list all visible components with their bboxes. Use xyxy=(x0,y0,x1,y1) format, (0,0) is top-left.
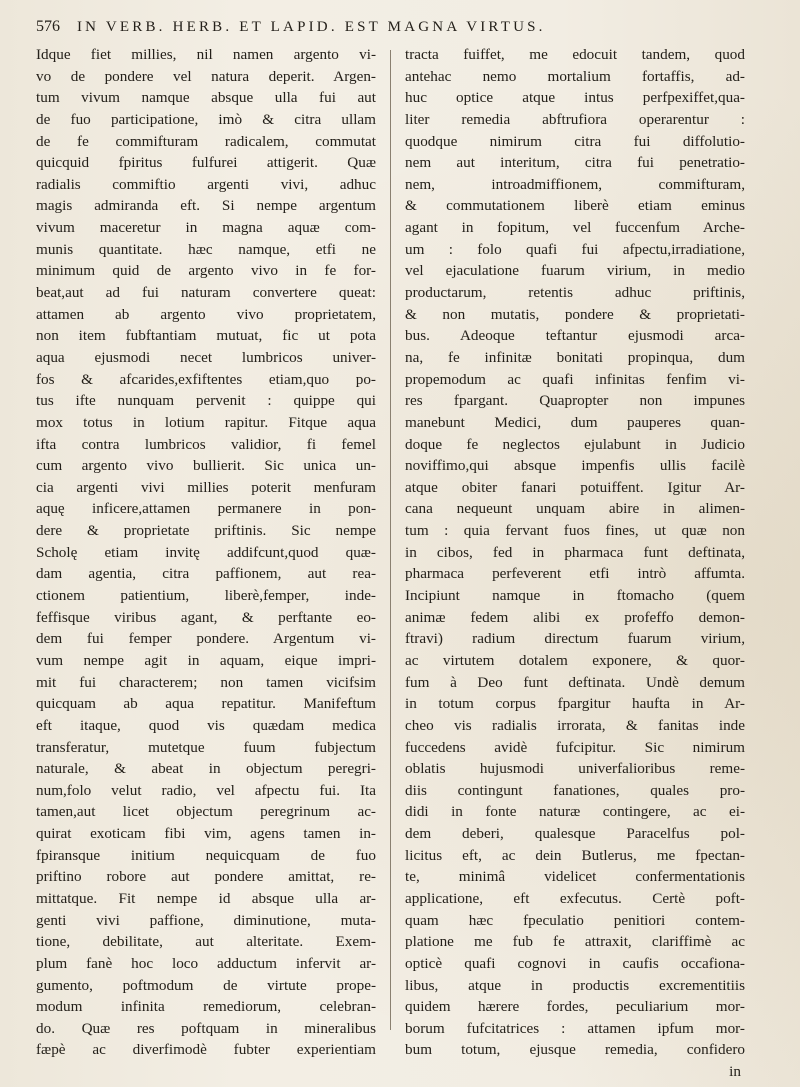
text-line: Scholę etiam invitę addifcunt,quod quæ- xyxy=(36,543,376,561)
text-line: genti vivi paffione, diminutione, muta- xyxy=(36,911,376,929)
running-title: IN VERB. HERB. ET LAPID. EST MAGNA VIRTUS. xyxy=(76,19,546,35)
text-line: aquę inficere,attamen permanere in pon- xyxy=(36,500,376,518)
text-line: dere & proprietate priftinis. Sic nempe xyxy=(36,522,376,540)
text-line: gumento, poftmodum de virtute prope- xyxy=(36,976,376,994)
text-line: quicquam ab aqua repatitur. Manifeftum xyxy=(36,695,376,713)
text-line: mittatque. Fit nempe id absque ulla ar- xyxy=(36,889,376,907)
text-line: quicquid fpiritus fulfurei attigerit. Quæ xyxy=(36,154,376,172)
text-line: quirat exoticam fibi vim, agens tamen in- xyxy=(36,825,376,843)
text-line: num,folo velut radio, vel afpectu fui. Ita xyxy=(36,781,376,799)
text-line: vivum maceretur in magna aquæ com- xyxy=(36,219,376,237)
text-line: fuccedens avidè fufcipitur. Sic nimirum xyxy=(405,738,745,756)
text-line: diis contingunt fanationes, quales pro- xyxy=(405,781,745,799)
text-line: vel ejaculatione fuarum virium, in medio xyxy=(405,262,745,280)
text-line: borum fufcitatrices : attamen ipfum mor- xyxy=(405,1019,745,1037)
text-line: fum à Deo funt deftinata. Undè demum xyxy=(405,673,745,691)
text-line: ac virtutem dotalem exponere, & quor- xyxy=(405,651,745,669)
text-line: radialis commiftio argenti vivi, adhuc xyxy=(36,175,376,193)
text-line: productarum, retentis adhuc priftinis, xyxy=(405,284,745,302)
text-line: atque obiter fanari potuiffent. Igitur Ar- xyxy=(405,478,745,496)
text-line: naturale, & abeat in objectum peregri- xyxy=(36,760,376,778)
text-line: Idque fiet millies, nil namen argento vi- xyxy=(36,46,376,63)
left-column xyxy=(36,44,376,1061)
text-line: de fuo participatione, imò & citra ullam xyxy=(36,110,376,128)
text-line: um : folo quafi fui afpectu,irradiatione, xyxy=(405,240,745,258)
text-line: mit fui characterem; non tamen vicifsim xyxy=(36,673,376,691)
text-line: & non mutatis, pondere & proprietati- xyxy=(405,305,745,323)
page-number: 576 xyxy=(36,18,60,35)
text-line: dem deberi, qualesque Paracelfus pol- xyxy=(405,825,745,843)
text-line: mox totus in lotium rapitur. Fitque aqua xyxy=(36,413,376,431)
text-line: agant in fopitum, vel fuccenfum Arche- xyxy=(405,219,745,237)
text-line: noviffimo,qui absque impenfis ullis facilè xyxy=(405,457,745,475)
text-line: cia argenti vivi millies poterit menfuram xyxy=(36,478,376,496)
text-line: tum vivum namque absque ulla fui aut xyxy=(36,89,376,107)
text-line: vum nempe agit in aquam, eique impri- xyxy=(36,651,376,669)
text-line: cum argento vivo bullierit. Sic unica un- xyxy=(36,457,376,475)
text-line: do. Quæ res poftquam in mineralibus xyxy=(36,1019,376,1037)
text-line: propemodum ac quafi infinitas fenfim vi- xyxy=(405,370,745,388)
text-line: modum infinita remediorum, celebran- xyxy=(36,998,376,1016)
text-line: applicatione, eft exfecutus. Certè poft- xyxy=(405,889,745,907)
text-line: magis admiranda eft. Si nempe argentum xyxy=(36,197,376,215)
text-line: pharmaca perfeverent etfi intrò affumta. xyxy=(405,565,745,583)
text-line: huc optice atque intus perfpexiffet,qua- xyxy=(405,89,745,107)
text-line: libus, atque in productis excrementitiis xyxy=(405,976,745,994)
right-column xyxy=(405,44,745,1083)
text-line: manebunt Medici, dum pauperes quan- xyxy=(405,413,745,431)
text-line: cheo vis radialis irrorata, & fanitas inde xyxy=(405,716,745,734)
text-line: nem aut interitum, citra fui penetratio- xyxy=(405,154,745,172)
text-line: de fe commifturam radicalem, commutat xyxy=(36,132,376,150)
text-line: tus ifte nunquam pervenit : quippe qui xyxy=(36,392,376,410)
text-line: ftravi) radium directum fuarum virium, xyxy=(405,630,745,648)
text-line: didi in fonte naturæ contingere, ac ei- xyxy=(405,803,745,821)
text-line: & commutationem liberè etiam eminus xyxy=(405,197,745,215)
text-line: in xyxy=(729,1063,741,1081)
text-line: fos & afcarides,exfiftentes etiam,quo po- xyxy=(36,370,376,388)
text-line: te, minimâ videlicet confermentationis xyxy=(405,868,745,886)
text-line: tamen,aut licet objectum peregrinum ac- xyxy=(36,803,376,821)
text-line: na, fe infinitæ bonitati propinqua, dum xyxy=(405,348,745,366)
text-line: tum : quia fervant fuos fines, ut quæ non xyxy=(405,522,745,540)
text-line: animæ fedem alibi ex profeffo demon- xyxy=(405,608,745,626)
page-header xyxy=(36,18,776,44)
text-line: platione me fub fe attraxit, clariffimè ac xyxy=(405,933,745,951)
text-line: dem fui femper pondere. Argentum vi- xyxy=(36,630,376,648)
text-line: bus. Adeoque teftantur ejusmodi arca- xyxy=(405,327,745,345)
text-line: ifta contra lumbricos validior, fi femel xyxy=(36,435,376,453)
text-line: aqua ejusmodi necet lumbricos univer- xyxy=(36,348,376,366)
column-divider xyxy=(390,50,391,1030)
text-line: opticè quafi cognovi in caufis occafiona- xyxy=(405,954,745,972)
text-line: doque fe neglectos ejulabunt in Judicio xyxy=(405,435,745,453)
text-line: attamen ab argento vivo proprietatem, xyxy=(36,305,376,323)
text-line: priftino robore aut pondere amittat, re- xyxy=(36,868,376,886)
text-line: bum totum, ejusque remedia, confidero xyxy=(405,1041,745,1059)
text-line: in totum corpus fpargitur haufta in Ar- xyxy=(405,695,745,713)
text-line: feffisque viribus agant, & perftante eo- xyxy=(36,608,376,626)
text-line: vo de pondere vel natura deperit. Argen- xyxy=(36,67,376,85)
text-line: eft itaque, quod vis quædam medica xyxy=(36,716,376,734)
text-line: res fpargant. Quapropter non impunes xyxy=(405,392,745,410)
text-line: munis quantitate. hæc namque, etfi ne xyxy=(36,240,376,258)
text-line: dam agentia, citra paffionem, aut rea- xyxy=(36,565,376,583)
text-line: quidem hærere fordes, peculiarium mor- xyxy=(405,998,745,1016)
text-line: liter remedia abftrufiora operarentur : xyxy=(405,110,745,128)
text-line: antehac nemo mortalium fortaffis, ad- xyxy=(405,67,745,85)
text-line: nem, introadmiffionem, commifturam, xyxy=(405,175,745,193)
text-line: Incipiunt namque in ftomacho (quem xyxy=(405,587,745,605)
text-line: minimum quid de argento vivo in fe for- xyxy=(36,262,376,280)
text-line: tracta fuiffet, me edocuit tandem, quod xyxy=(405,46,745,63)
text-line: plum fanè hoc loco adductum infervit ar- xyxy=(36,954,376,972)
text-line: non item fubftantiam mutuat, fic ut pota xyxy=(36,327,376,345)
text-line: fpiransque initium nequicquam de fuo xyxy=(36,846,376,864)
text-line: oblatis hujusmodi univerfalioribus reme- xyxy=(405,760,745,778)
text-line: beat,aut ad fui naturam convertere queat: xyxy=(36,284,376,302)
text-line: cana nequeunt unquam abire in alimen- xyxy=(405,500,745,518)
text-line: quam hæc fpeculatio penitiori contem- xyxy=(405,911,745,929)
text-line: tione, debilitate, aut alteritate. Exem- xyxy=(36,933,376,951)
text-line: licitus eft, ac dein Butlerus, me fpectan- xyxy=(405,846,745,864)
text-line: in cibos, fed in pharmaca funt deftinata, xyxy=(405,543,745,561)
text-line: ctionem patientium, liberè,femper, inde- xyxy=(36,587,376,605)
text-line: fæpè ac diverfimodè fubter experientiam xyxy=(36,1041,376,1059)
text-line: transferatur, mutetque fuum fubjectum xyxy=(36,738,376,756)
text-line: quodque nimirum citra fui diffolutio- xyxy=(405,132,745,150)
